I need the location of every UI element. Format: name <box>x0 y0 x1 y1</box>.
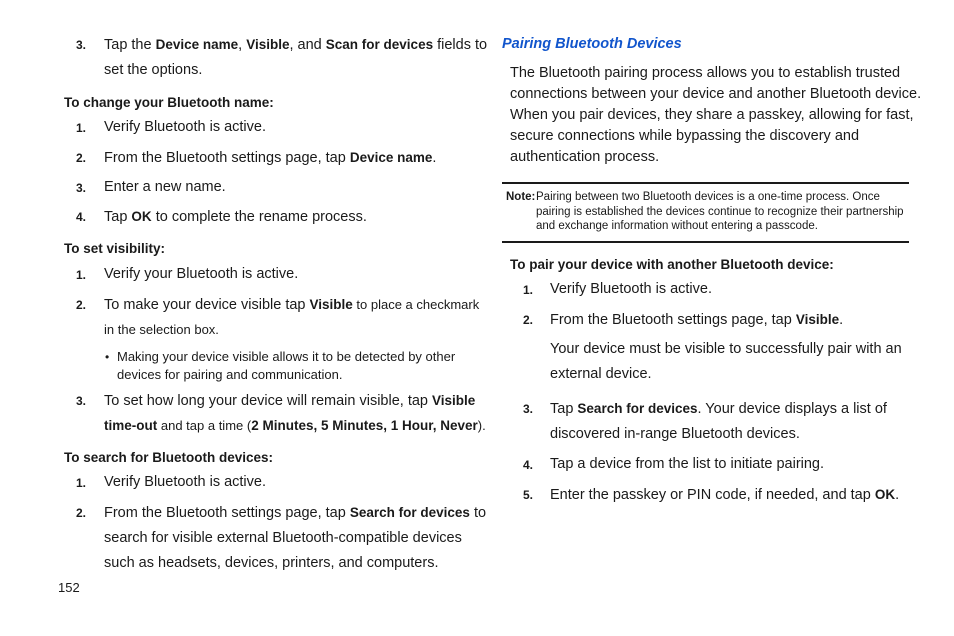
ui-term: Search for devices <box>577 401 698 416</box>
text-line: Making your device visible allows it to be detected by other <box>117 349 456 364</box>
step-subtext: Your device must be visible to successfully pair with an <box>550 341 902 357</box>
step-text: Verify Bluetooth is active. <box>104 474 266 490</box>
ui-term: time-out <box>104 418 158 433</box>
text-line: The Bluetooth pairing process allows you to establish trusted <box>510 65 901 81</box>
text-run: and tap a time ( <box>157 418 252 433</box>
text-line: When you pair devices, they share a passkey, allowing for fast, <box>510 107 914 123</box>
step-number: 5. <box>523 488 534 502</box>
text-run: to complete the rename process. <box>151 209 367 225</box>
text-run: To make your device visible tap <box>104 297 310 313</box>
step-text <box>104 388 475 414</box>
section-heading: To search for Bluetooth devices: <box>64 450 274 465</box>
text-run: . <box>839 312 844 328</box>
ui-term: OK <box>874 487 896 502</box>
ui-term: 2 Minutes, 5 Minutes, 1 Hour, Never <box>251 418 478 433</box>
ui-term: Visible <box>309 297 353 312</box>
step-number: 3. <box>76 394 87 408</box>
text-line: pairing is established the devices continue to recognize their partnership <box>536 205 904 218</box>
text-run: to <box>469 505 487 521</box>
step-text <box>104 145 436 171</box>
note-label: Note: <box>506 191 536 203</box>
text-line: secure connections while bypassing the discovery and <box>510 128 860 144</box>
text-run: . <box>432 150 437 166</box>
step-text: in the selection box. <box>104 322 219 337</box>
note-text <box>536 190 904 234</box>
bullet-text <box>117 348 455 384</box>
step-text: discovered in-range Bluetooth devices. <box>550 426 800 442</box>
step-text: set the options. <box>104 62 203 78</box>
text-line: and exchange information without entering a passcode. <box>536 220 818 232</box>
ui-term: Device name <box>349 150 433 165</box>
text-run: Enter the passkey or PIN code, if needed, and tap <box>550 487 875 503</box>
text-run: Enter a new name. <box>104 179 226 195</box>
step-number: 4. <box>523 458 534 472</box>
step-number: 2. <box>523 313 534 327</box>
text-line: authentication process. <box>510 149 660 165</box>
step-number: 2. <box>76 298 87 312</box>
text-run: . Your device displays a list of <box>697 401 887 417</box>
step-text <box>104 204 367 230</box>
text-line: connections between your device and another Bluetooth device. <box>510 86 922 102</box>
text-run: , and <box>289 37 326 53</box>
step-text <box>104 175 226 200</box>
step-number: 1. <box>523 283 534 297</box>
note-bottom-divider <box>502 241 909 243</box>
section-heading: To change your Bluetooth name: <box>64 95 274 110</box>
section-heading: To set visibility: <box>64 241 166 256</box>
text-run: Tap <box>550 401 578 417</box>
text-run: From the Bluetooth settings page, tap <box>550 312 796 328</box>
ui-term: Device name <box>155 37 239 52</box>
page-title: Pairing Bluetooth Devices <box>502 36 682 52</box>
text-line: devices for pairing and communication. <box>117 367 343 382</box>
step-number: 3. <box>523 402 534 416</box>
text-run: Verify Bluetooth is active. <box>104 119 266 135</box>
step-number: 2. <box>76 151 87 165</box>
ui-term: OK <box>131 209 152 224</box>
step-number: 1. <box>76 268 87 282</box>
text-run: fields to <box>433 37 488 53</box>
step-text <box>550 396 887 422</box>
text-run: , <box>238 37 247 53</box>
step-text <box>104 32 487 58</box>
step-text: Verify Bluetooth is active. <box>550 281 712 297</box>
section-heading: To pair your device with another Bluetooth device: <box>510 257 834 272</box>
step-text <box>104 115 266 140</box>
step-text <box>104 413 486 439</box>
text-run: From the Bluetooth settings page, tap <box>104 505 350 521</box>
step-number: 3. <box>76 38 87 52</box>
text-run: . <box>895 487 900 503</box>
page-number: 152 <box>58 580 80 595</box>
step-text <box>550 482 899 508</box>
step-text: Tap a device from the list to initiate pairing. <box>550 456 825 472</box>
step-number: 1. <box>76 476 87 490</box>
step-text <box>104 292 479 318</box>
step-text <box>550 307 843 333</box>
step-text: Verify your Bluetooth is active. <box>104 266 299 282</box>
text-run: From the Bluetooth settings page, tap <box>104 150 350 166</box>
text-line: Pairing between two Bluetooth devices is a one-time process. Once <box>536 191 880 203</box>
step-number: 3. <box>76 181 87 195</box>
step-number: 4. <box>76 210 87 224</box>
step-number: 2. <box>76 506 87 520</box>
text-run: Tap <box>104 209 132 225</box>
step-text: such as headsets, devices, printers, and computers. <box>104 555 439 571</box>
text-run: Tap the <box>104 37 156 53</box>
step-text <box>104 500 486 526</box>
note-top-divider <box>502 182 909 184</box>
ui-term: Search for devices <box>349 505 470 520</box>
intro-paragraph <box>510 63 921 168</box>
bullet-icon: • <box>105 350 110 364</box>
ui-term: Scan for devices <box>325 37 434 52</box>
step-subtext: external device. <box>550 366 652 382</box>
step-text: search for visible external Bluetooth-compatible devices <box>104 530 462 546</box>
text-run: to place a checkmark <box>352 297 480 312</box>
step-number: 1. <box>76 121 87 135</box>
text-run: ). <box>477 418 486 433</box>
ui-term: Visible <box>795 312 840 327</box>
ui-term: Visible <box>246 37 290 52</box>
text-run: To set how long your device will remain visible, tap <box>104 393 433 409</box>
ui-term: Visible <box>432 393 476 408</box>
